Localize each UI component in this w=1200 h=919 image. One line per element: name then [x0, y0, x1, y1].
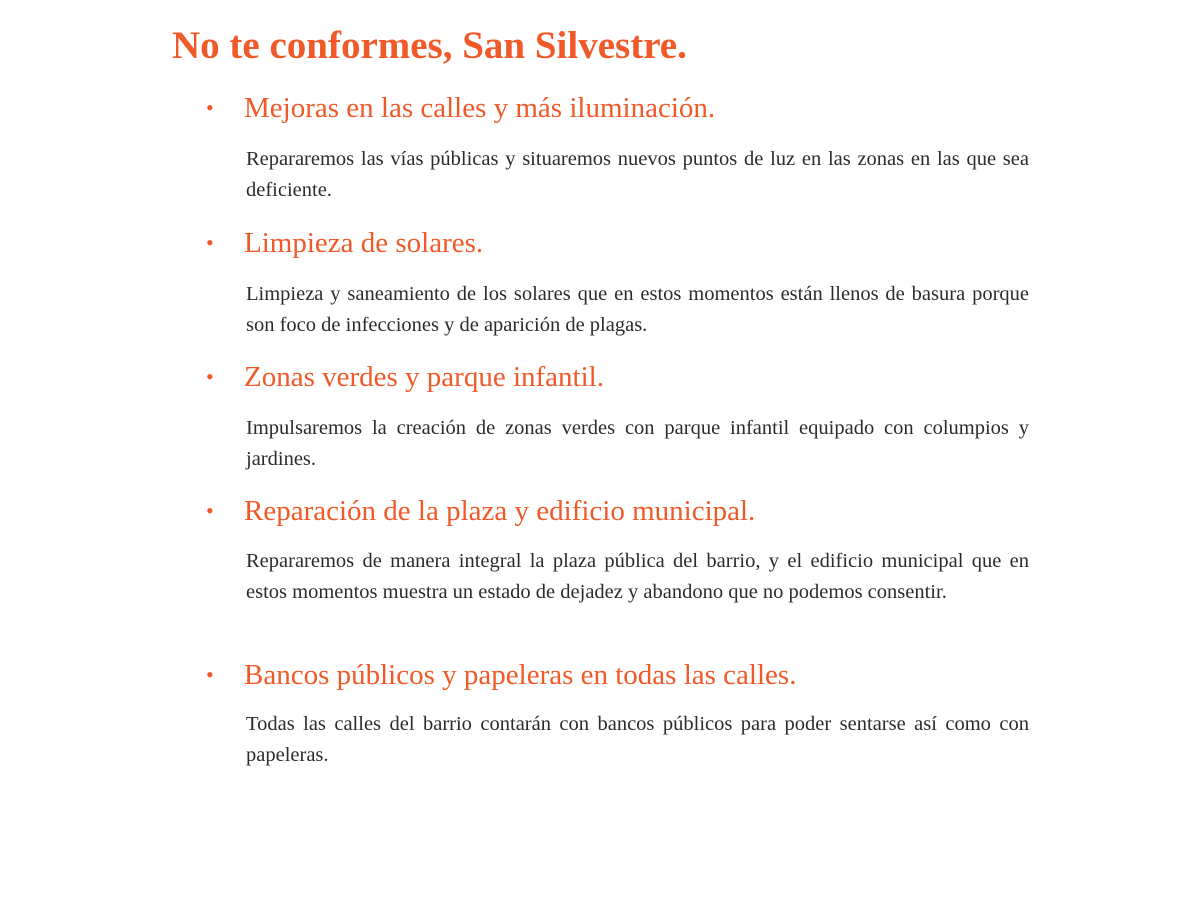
heading-text: Reparación de la plaza y edificio municipal.: [244, 495, 756, 527]
section-body: Limpieza y saneamiento de los solares que en estos momentos están llenos de basura porque son foco de infecciones y de aparición de plagas.: [246, 283, 1029, 336]
bullet-icon: •: [206, 364, 214, 389]
section-heading: [206, 493, 755, 529]
heading-text: Bancos públicos y papeleras en todas las calles.: [244, 659, 797, 691]
section-heading: [206, 90, 715, 126]
section-heading: [206, 225, 483, 261]
bullet-icon: •: [206, 498, 214, 523]
section-body: Todas las calles del barrio contarán con bancos públicos para poder sentarse así como con papeleras.: [246, 713, 1029, 766]
heading-text: Mejoras en las calles y más iluminación.: [244, 92, 716, 124]
section-body: Repararemos de manera integral la plaza pública del barrio, y el edificio municipal que en estos momentos muestra un estado de dejadez y abandono que no podemos consentir.: [246, 550, 1029, 603]
bullet-icon: •: [206, 230, 214, 255]
section-heading: [206, 657, 796, 693]
section-body: Impulsaremos la creación de zonas verdes con parque infantil equipado con columpios y jardines.: [246, 417, 1029, 470]
heading-text: Limpieza de solares.: [244, 227, 484, 259]
bullet-icon: •: [206, 662, 214, 687]
section-heading: [206, 359, 604, 395]
page-title: No te conformes, San Silvestre.: [172, 24, 687, 67]
bullet-icon: •: [206, 95, 214, 120]
heading-text: Zonas verdes y parque infantil.: [244, 361, 604, 393]
section-body: Repararemos las vías públicas y situaremos nuevos puntos de luz en las zonas en las que sea deficiente.: [246, 148, 1029, 201]
